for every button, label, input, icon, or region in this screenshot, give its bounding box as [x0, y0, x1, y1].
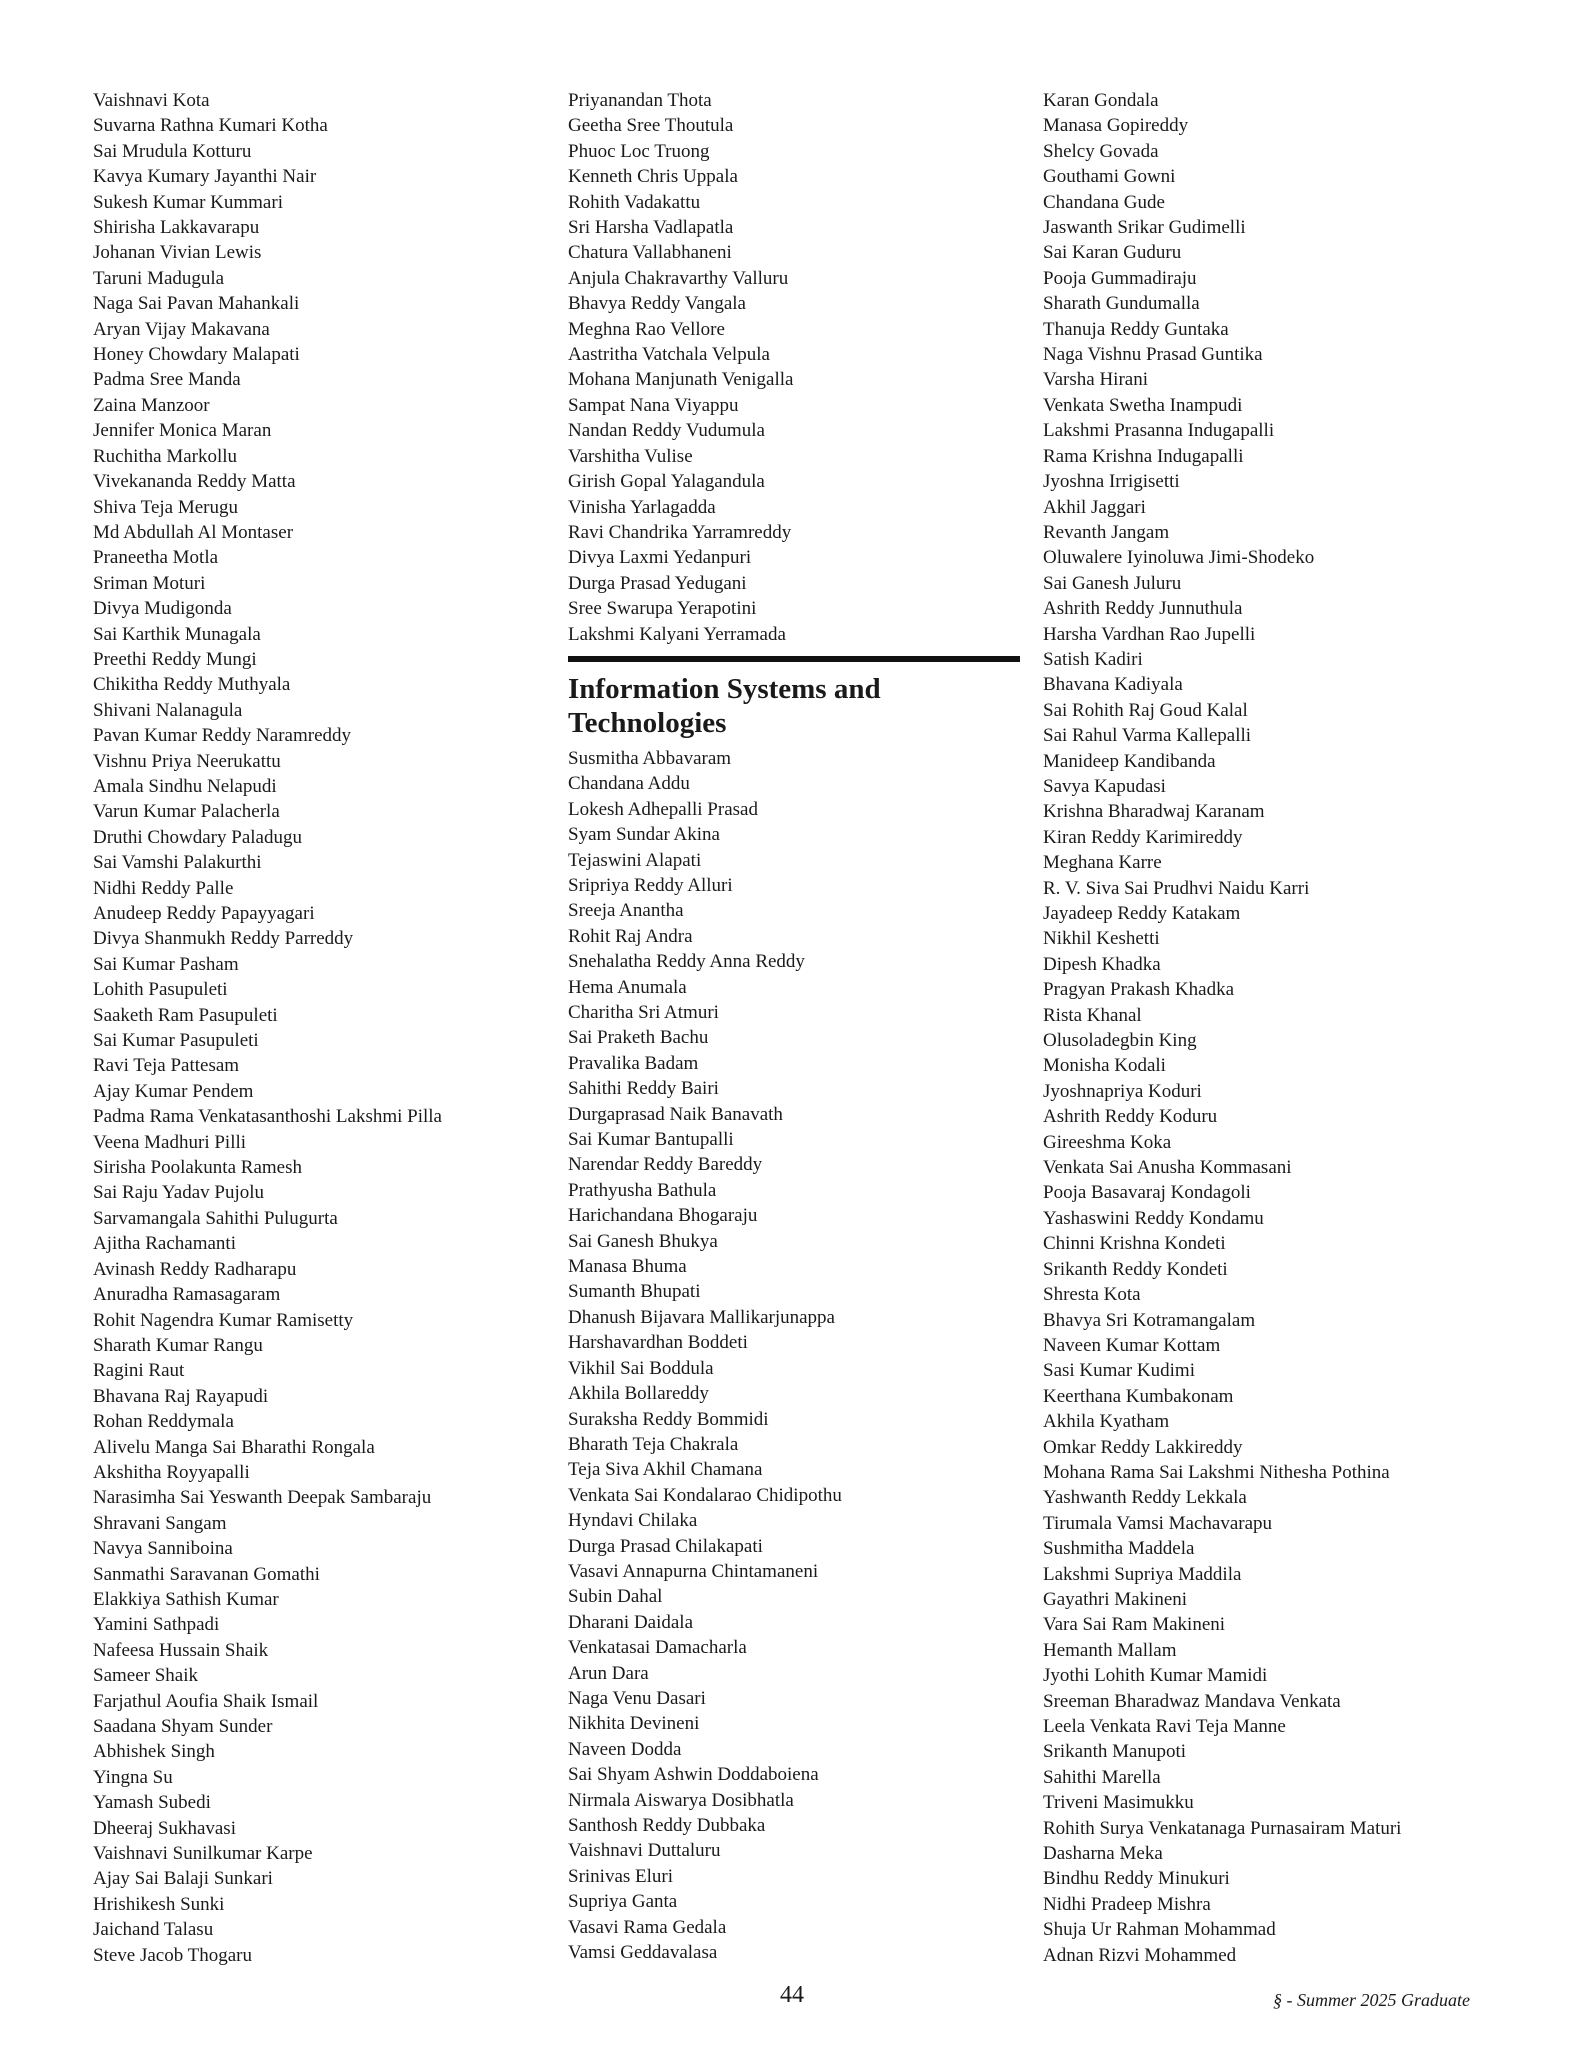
- graduate-name: Sreeja Anantha: [568, 900, 684, 922]
- graduate-name: Thanuja Reddy Guntaka: [1043, 318, 1229, 340]
- graduate-name: Sahithi Marella: [1043, 1766, 1161, 1788]
- name-column-1: [93, 88, 533, 1968]
- graduate-name: Sasi Kumar Kudimi: [1043, 1360, 1195, 1382]
- graduate-name: Sarvamangala Sahithi Pulugurta: [93, 1207, 338, 1229]
- graduate-name: Sai Raju Yadav Pujolu: [93, 1182, 265, 1204]
- graduate-name: Jyoshna Irrigisetti: [1043, 471, 1180, 493]
- graduate-name: Preethi Reddy Mungi: [93, 648, 257, 670]
- graduate-name: Vaishnavi Sunilkumar Karpe: [93, 1843, 313, 1865]
- graduate-name: Sri Harsha Vadlapatla: [568, 217, 734, 239]
- graduate-name: Sampat Nana Viyappu: [568, 394, 739, 416]
- graduate-name: Srinivas Eluri: [568, 1865, 674, 1887]
- graduate-name: Yashwanth Reddy Lekkala: [1043, 1487, 1247, 1509]
- name-list-information-systems: [568, 746, 1020, 1966]
- graduate-name: Arun Dara: [568, 1662, 649, 1684]
- graduate-name: Lakshmi Prasanna Indugapalli: [1043, 420, 1275, 442]
- graduate-name: Mohana Manjunath Venigalla: [568, 369, 794, 391]
- graduate-name: Pravalika Badam: [568, 1052, 699, 1074]
- graduate-name: Teja Siva Akhil Chamana: [568, 1459, 763, 1481]
- graduate-name: Ajay Sai Balaji Sunkari: [93, 1868, 273, 1890]
- graduate-name: Omkar Reddy Lakkireddy: [1043, 1436, 1243, 1458]
- graduate-name: Durgaprasad Naik Banavath: [568, 1103, 783, 1125]
- graduate-name: Chinni Krishna Kondeti: [1043, 1233, 1226, 1255]
- graduate-name: Sahithi Reddy Bairi: [568, 1078, 719, 1100]
- graduate-name: Sharath Gundumalla: [1043, 293, 1200, 315]
- graduate-name: Sai Kumar Bantupalli: [568, 1129, 734, 1151]
- graduate-name: Pooja Gummadiraju: [1043, 267, 1197, 289]
- page-number: 44: [780, 1982, 804, 2008]
- graduate-name: Olusoladegbin King: [1043, 1030, 1197, 1052]
- graduate-name: Bhavana Raj Rayapudi: [93, 1385, 269, 1407]
- graduate-name: Leela Venkata Ravi Teja Manne: [1043, 1716, 1286, 1737]
- section-heading-line-1: Information Systems and: [568, 672, 881, 705]
- graduate-name: Ravi Chandrika Yarramreddy: [568, 521, 792, 543]
- graduate-name: Johanan Vivian Lewis: [93, 242, 262, 264]
- graduate-name: Veena Madhuri Pilli: [93, 1131, 247, 1153]
- graduate-name: Hema Anumala: [568, 976, 687, 998]
- graduate-name: Rohan Reddymala: [93, 1411, 234, 1433]
- graduate-name: Shiva Teja Merugu: [93, 496, 239, 518]
- graduate-name: Sirisha Poolakunta Ramesh: [93, 1157, 302, 1179]
- graduate-name: Ruchitha Markollu: [93, 445, 238, 467]
- graduate-name: Santhosh Reddy Dubbaka: [568, 1815, 766, 1836]
- graduate-name: Venkata Sai Anusha Kommasani: [1043, 1157, 1292, 1179]
- graduate-name: Saaketh Ram Pasupuleti: [93, 1004, 278, 1026]
- graduate-name: Farjathul Aoufia Shaik Ismail: [93, 1690, 319, 1712]
- graduate-name: Taruni Madugula: [93, 267, 225, 289]
- graduate-name: Kavya Kumary Jayanthi Nair: [93, 166, 317, 188]
- graduate-name: Ravi Teja Pattesam: [93, 1055, 240, 1077]
- graduate-name: Suvarna Rathna Kumari Kotha: [93, 115, 328, 137]
- section-heading: [568, 672, 1020, 740]
- graduate-name: Ajay Kumar Pendem: [93, 1080, 254, 1102]
- graduate-name: Alivelu Manga Sai Bharathi Rongala: [93, 1436, 375, 1458]
- graduate-name: Vivekananda Reddy Matta: [93, 471, 296, 493]
- section-divider: [568, 656, 1020, 662]
- graduate-name: Saadana Shyam Sunder: [93, 1716, 273, 1737]
- graduate-name: Harshavardhan Boddeti: [568, 1332, 748, 1354]
- graduate-name: Amala Sindhu Nelapudi: [93, 775, 277, 797]
- graduate-name: Vasavi Rama Gedala: [568, 1916, 727, 1938]
- graduate-name: Vishnu Priya Neerukattu: [93, 750, 281, 772]
- name-column-2: [568, 88, 1020, 1965]
- graduate-name: Akhila Kyatham: [1043, 1411, 1170, 1433]
- graduate-name: Vaishnavi Kota: [93, 90, 210, 111]
- graduate-name: Vinisha Yarlagadda: [568, 496, 716, 518]
- graduate-name: Subin Dahal: [568, 1586, 663, 1608]
- graduate-name: Jayadeep Reddy Katakam: [1043, 903, 1241, 924]
- graduate-name: Elakkiya Sathish Kumar: [93, 1588, 279, 1610]
- graduate-name: Harichandana Bhogaraju: [568, 1205, 758, 1227]
- graduate-name: Vaishnavi Duttaluru: [568, 1840, 721, 1862]
- graduate-name: Venkatasai Damacharla: [568, 1637, 747, 1659]
- graduate-name: Meghna Rao Vellore: [568, 318, 725, 340]
- graduate-name: Nafeesa Hussain Shaik: [93, 1639, 269, 1661]
- graduate-name: Shirisha Lakkavarapu: [93, 217, 260, 239]
- graduate-name: Nidhi Pradeep Mishra: [1043, 1893, 1211, 1915]
- graduate-name: Sushmitha Maddela: [1043, 1538, 1195, 1560]
- graduate-name: Anuradha Ramasagaram: [93, 1284, 281, 1306]
- graduate-name: Lakshmi Supriya Maddila: [1043, 1563, 1242, 1585]
- graduate-name: Monisha Kodali: [1043, 1055, 1166, 1077]
- graduate-name: Nikhil Keshetti: [1043, 928, 1160, 950]
- graduate-name: Naga Venu Dasari: [568, 1687, 706, 1709]
- graduate-name: Ashrith Reddy Koduru: [1043, 1106, 1218, 1128]
- graduate-name: Srikanth Manupoti: [1043, 1741, 1187, 1763]
- graduate-name: Bharath Teja Chakrala: [568, 1433, 739, 1455]
- graduate-name: Sai Mrudula Kotturu: [93, 140, 252, 162]
- graduate-name: Hyndavi Chilaka: [568, 1510, 698, 1532]
- graduate-name: Triveni Masimukku: [1043, 1792, 1194, 1814]
- graduate-name: Divya Shanmukh Reddy Parreddy: [93, 928, 354, 950]
- graduate-name: Pragyan Prakash Khadka: [1043, 979, 1235, 1001]
- graduate-name: Mohana Rama Sai Lakshmi Nithesha Pothina: [1043, 1461, 1390, 1483]
- graduate-name: Sai Vamshi Palakurthi: [93, 852, 262, 874]
- graduate-name: Chandana Gude: [1043, 191, 1165, 213]
- graduate-name: Akshitha Royyapalli: [93, 1461, 250, 1483]
- graduate-name: Vikhil Sai Boddula: [568, 1357, 714, 1379]
- graduate-name: Chatura Vallabhaneni: [568, 242, 732, 264]
- graduate-name: Krishna Bharadwaj Karanam: [1043, 801, 1265, 823]
- graduate-name: Sai Karthik Munagala: [93, 623, 261, 645]
- graduate-name: Dhanush Bijavara Mallikarjunappa: [568, 1306, 835, 1328]
- graduate-name: Steve Jacob Thogaru: [93, 1944, 252, 1966]
- graduate-name: Susmitha Abbavaram: [568, 747, 732, 769]
- graduate-name: Sai Rahul Varma Kallepalli: [1043, 725, 1252, 747]
- graduate-name: Bhavana Kadiyala: [1043, 674, 1183, 696]
- graduate-name: Yamini Sathpadi: [93, 1614, 220, 1636]
- graduate-name: Zaina Manzoor: [93, 394, 210, 416]
- graduate-name: Varun Kumar Palacherla: [93, 801, 280, 823]
- graduate-name: Jyoshnapriya Koduri: [1043, 1080, 1202, 1102]
- graduate-name: Aryan Vijay Makavana: [93, 318, 270, 340]
- graduate-name: Padma Sree Manda: [93, 369, 241, 391]
- graduate-name: Sai Kumar Pasupuleti: [93, 1030, 259, 1052]
- graduate-name: Lokesh Adhepalli Prasad: [568, 798, 758, 820]
- graduate-name: Karan Gondala: [1043, 90, 1159, 111]
- graduate-name: Venkata Sai Kondalarao Chidipothu: [568, 1484, 842, 1506]
- graduate-name: Durga Prasad Yedugani: [568, 572, 747, 594]
- graduate-name: Druthi Chowdary Paladugu: [93, 826, 302, 848]
- graduate-name: Gayathri Makineni: [1043, 1588, 1188, 1610]
- graduate-name: Sanmathi Saravanan Gomathi: [93, 1563, 320, 1585]
- graduate-name: Dharani Daidala: [568, 1611, 694, 1633]
- graduate-name: Suraksha Reddy Bommidi: [568, 1408, 769, 1430]
- graduate-name: Sai Praketh Bachu: [568, 1027, 709, 1049]
- graduate-name: Rohith Surya Venkatanaga Purnasairam Maturi: [1043, 1817, 1402, 1839]
- graduate-name: Chikitha Reddy Muthyala: [93, 674, 291, 696]
- graduate-name: Lohith Pasupuleti: [93, 979, 228, 1001]
- graduate-name: Ajitha Rachamanti: [93, 1233, 236, 1255]
- graduate-name: Anjula Chakravarthy Valluru: [568, 267, 789, 289]
- graduate-name: Girish Gopal Yalagandula: [568, 471, 765, 493]
- graduate-name: Sukesh Kumar Kummari: [93, 191, 283, 213]
- graduate-name: Abhishek Singh: [93, 1741, 215, 1763]
- graduate-name: Shresta Kota: [1043, 1284, 1141, 1306]
- graduate-name: Divya Mudigonda: [93, 598, 232, 620]
- graduate-name: Narendar Reddy Bareddy: [568, 1154, 763, 1176]
- graduate-name: Rista Khanal: [1043, 1004, 1142, 1026]
- graduate-name: Sameer Shaik: [93, 1665, 199, 1687]
- graduate-name: Shravani Sangam: [93, 1512, 227, 1534]
- graduate-name: Nandan Reddy Vudumula: [568, 420, 765, 442]
- graduate-name: Sai Rohith Raj Goud Kalal: [1043, 699, 1248, 721]
- graduate-name: Navya Sanniboina: [93, 1538, 233, 1560]
- graduate-name: Manasa Bhuma: [568, 1256, 687, 1278]
- graduate-name: Srikanth Reddy Kondeti: [1043, 1258, 1228, 1280]
- graduate-name: Sharath Kumar Rangu: [93, 1334, 263, 1356]
- graduate-name: Adnan Rizvi Mohammed: [1043, 1944, 1237, 1966]
- graduate-name: Supriya Ganta: [568, 1891, 678, 1913]
- section-heading-line-2: Technologies: [568, 706, 727, 739]
- graduate-name: Sai Karan Guduru: [1043, 242, 1182, 264]
- graduate-name: Shivani Nalanagula: [93, 699, 243, 721]
- graduate-name: Jennifer Monica Maran: [93, 420, 272, 442]
- graduate-name: Shelcy Govada: [1043, 140, 1159, 162]
- name-list-continued: [568, 88, 1020, 647]
- graduate-name: Divya Laxmi Yedanpuri: [568, 547, 752, 569]
- graduate-name: Durga Prasad Chilakapati: [568, 1535, 763, 1557]
- graduate-name: Sreeman Bharadwaz Mandava Venkata: [1043, 1690, 1341, 1712]
- graduate-name: Varshitha Vulise: [568, 445, 693, 467]
- graduate-name: Dipesh Khadka: [1043, 953, 1161, 975]
- graduate-name: Rohit Nagendra Kumar Ramisetty: [93, 1309, 354, 1331]
- graduate-name: Dheeraj Sukhavasi: [93, 1817, 236, 1839]
- graduate-name: Gireeshma Koka: [1043, 1131, 1172, 1153]
- graduate-name: Honey Chowdary Malapati: [93, 344, 300, 366]
- graduate-name: Bhavya Reddy Vangala: [568, 293, 746, 315]
- graduate-name: Meghana Karre: [1043, 852, 1162, 874]
- graduate-name: Vasavi Annapurna Chintamaneni: [568, 1560, 819, 1582]
- graduate-name: Kenneth Chris Uppala: [568, 166, 738, 188]
- graduate-name: Tejaswini Alapati: [568, 849, 702, 871]
- graduate-name: Prathyusha Bathula: [568, 1179, 717, 1201]
- graduate-name: Aastritha Vatchala Velpula: [568, 344, 770, 366]
- graduate-name: Naveen Dodda: [568, 1738, 682, 1760]
- graduate-name: Manasa Gopireddy: [1043, 115, 1189, 137]
- graduate-name: Jaichand Talasu: [93, 1919, 214, 1941]
- graduate-name: Praneetha Motla: [93, 547, 219, 569]
- graduate-name: Padma Rama Venkatasanthoshi Lakshmi Pilla: [93, 1106, 442, 1128]
- footer-credit: § - Summer 2025 Graduate: [1273, 1990, 1470, 2010]
- graduate-name: Satish Kadiri: [1043, 648, 1143, 670]
- graduate-name: Syam Sundar Akina: [568, 824, 720, 846]
- graduate-name: Akhil Jaggari: [1043, 496, 1146, 518]
- graduate-name: Naveen Kumar Kottam: [1043, 1334, 1221, 1356]
- graduate-name: Naga Vishnu Prasad Guntika: [1043, 344, 1263, 366]
- graduate-name: Shuja Ur Rahman Mohammad: [1043, 1919, 1276, 1941]
- graduate-name: Dasharna Meka: [1043, 1843, 1163, 1865]
- graduate-name: Naga Sai Pavan Mahankali: [93, 293, 300, 315]
- graduate-name: Nidhi Reddy Palle: [93, 877, 234, 899]
- graduate-name: Nikhita Devineni: [568, 1713, 700, 1735]
- graduate-name: Yashaswini Reddy Kondamu: [1043, 1207, 1264, 1229]
- graduate-name: Revanth Jangam: [1043, 521, 1170, 543]
- graduate-name: Narasimha Sai Yeswanth Deepak Sambaraju: [93, 1487, 432, 1509]
- graduate-name: Geetha Sree Thoutula: [568, 115, 734, 137]
- graduate-name: Sai Ganesh Bhukya: [568, 1230, 718, 1252]
- graduate-name: Sai Kumar Pasham: [93, 953, 239, 975]
- graduate-name: Lakshmi Kalyani Yerramada: [568, 623, 786, 645]
- graduate-name: Anudeep Reddy Papayyagari: [93, 903, 315, 924]
- graduate-name: Snehalatha Reddy Anna Reddy: [568, 951, 805, 973]
- graduate-name: Ragini Raut: [93, 1360, 185, 1382]
- graduate-name: Charitha Sri Atmuri: [568, 1002, 719, 1023]
- graduate-name: Rohit Raj Andra: [568, 925, 693, 947]
- graduate-name: Savya Kapudasi: [1043, 775, 1166, 797]
- graduate-name: Ashrith Reddy Junnuthula: [1043, 598, 1243, 620]
- graduate-name: Jyothi Lohith Kumar Mamidi: [1043, 1665, 1268, 1687]
- graduate-name: Chandana Addu: [568, 773, 690, 795]
- graduate-name: Akhila Bollareddy: [568, 1383, 709, 1405]
- graduate-name: Tirumala Vamsi Machavarapu: [1043, 1512, 1273, 1534]
- graduate-name: Vara Sai Ram Makineni: [1043, 1614, 1226, 1636]
- graduate-name: Hemanth Mallam: [1043, 1639, 1177, 1661]
- graduate-name: Md Abdullah Al Montaser: [93, 521, 294, 543]
- graduate-name: Nirmala Aiswarya Dosibhatla: [568, 1789, 794, 1811]
- graduate-name: Bindhu Reddy Minukuri: [1043, 1868, 1230, 1890]
- graduate-name: Priyanandan Thota: [568, 90, 712, 111]
- graduate-name: Manideep Kandibanda: [1043, 750, 1216, 772]
- graduate-name: Pooja Basavaraj Kondagoli: [1043, 1182, 1251, 1204]
- graduate-name: Vamsi Geddavalasa: [568, 1942, 718, 1964]
- graduate-name: Keerthana Kumbakonam: [1043, 1385, 1234, 1407]
- graduate-name: Sai Ganesh Juluru: [1043, 572, 1182, 594]
- graduate-name: R. V. Siva Sai Prudhvi Naidu Karri: [1043, 877, 1310, 899]
- graduate-name: Oluwalere Iyinoluwa Jimi-Shodeko: [1043, 547, 1315, 569]
- graduate-name: Bhavya Sri Kotramangalam: [1043, 1309, 1256, 1331]
- graduate-name: Yamash Subedi: [93, 1792, 211, 1814]
- graduate-name: Yingna Su: [93, 1766, 173, 1788]
- graduate-name: Venkata Swetha Inampudi: [1043, 394, 1243, 416]
- graduate-name: Jaswanth Srikar Gudimelli: [1043, 217, 1246, 239]
- graduate-name: Rohith Vadakattu: [568, 191, 701, 213]
- graduate-name: Gouthami Gowni: [1043, 166, 1176, 188]
- graduate-name: Hrishikesh Sunki: [93, 1893, 225, 1915]
- graduate-name: Rama Krishna Indugapalli: [1043, 445, 1244, 467]
- graduate-name: Pavan Kumar Reddy Naramreddy: [93, 725, 352, 747]
- graduate-name: Sai Shyam Ashwin Doddaboiena: [568, 1764, 819, 1786]
- graduate-name: Phuoc Loc Truong: [568, 140, 710, 162]
- name-column-3: [1043, 88, 1543, 1968]
- graduate-name: Avinash Reddy Radharapu: [93, 1258, 297, 1280]
- graduate-name: Kiran Reddy Karimireddy: [1043, 826, 1243, 848]
- graduate-name: Sumanth Bhupati: [568, 1281, 701, 1303]
- graduate-name: Sripriya Reddy Alluri: [568, 874, 733, 896]
- graduate-name: Varsha Hirani: [1043, 369, 1148, 391]
- graduate-name: Sree Swarupa Yerapotini: [568, 598, 757, 620]
- graduate-name: Sriman Moturi: [93, 572, 206, 594]
- graduate-name: Harsha Vardhan Rao Jupelli: [1043, 623, 1256, 645]
